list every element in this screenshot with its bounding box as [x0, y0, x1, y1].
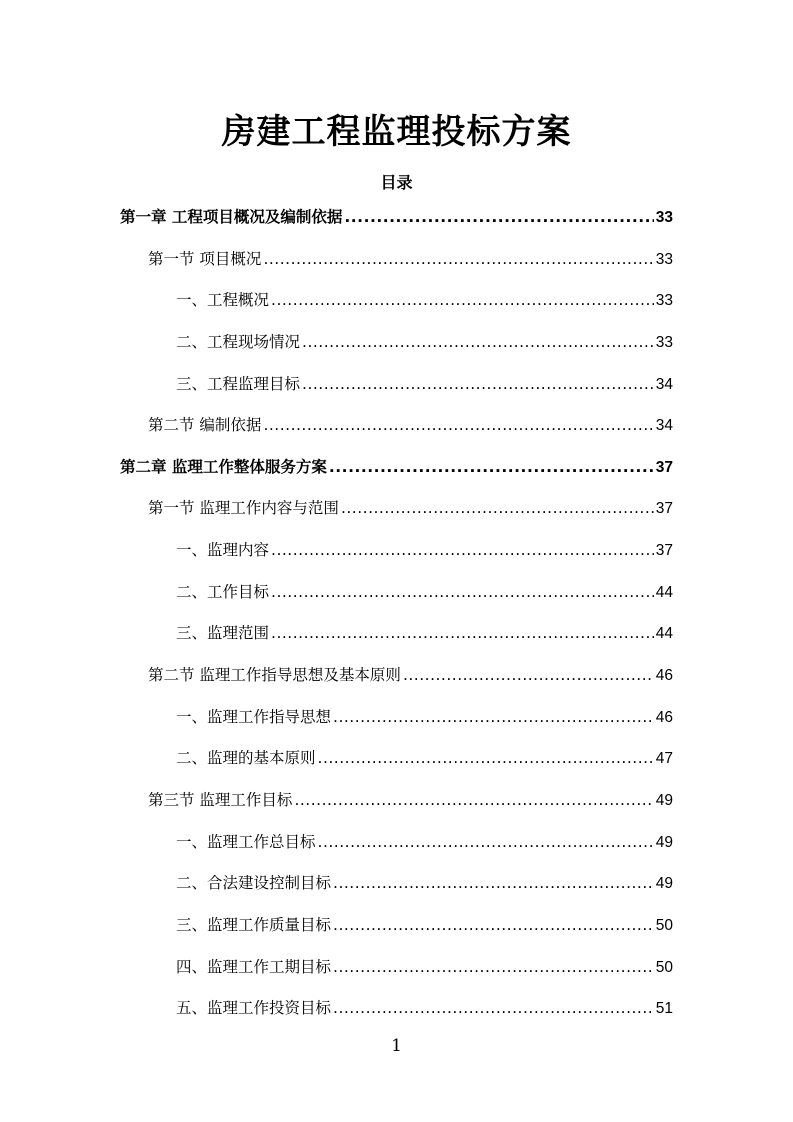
toc-entry[interactable] — [0, 197, 673, 239]
toc-entry[interactable] — [0, 530, 673, 572]
toc-entry-page: 44 — [655, 625, 673, 643]
toc-entry[interactable] — [0, 947, 673, 989]
toc-entry-page: 37 — [655, 458, 673, 476]
toc-entry[interactable] — [0, 697, 673, 739]
leader-dots — [333, 863, 654, 905]
toc-entry-label: 一、监理内容 — [176, 541, 270, 560]
toc-entry-label: 第三节 监理工作目标 — [148, 790, 293, 809]
toc-entry[interactable] — [0, 488, 673, 530]
leader-dots — [294, 780, 653, 822]
table-of-contents — [0, 197, 793, 1030]
toc-entry-label: 第一节 监理工作内容与范围 — [148, 499, 339, 518]
leader-dots — [271, 280, 654, 322]
toc-entry-label: 第一章 工程项目概况及编制依据 — [120, 208, 343, 226]
toc-entry[interactable] — [0, 239, 673, 281]
toc-entry-label: 三、工程监理目标 — [176, 374, 301, 393]
toc-entry-page: 37 — [655, 500, 673, 518]
leader-dots — [271, 530, 654, 572]
page-number: 1 — [391, 1036, 402, 1056]
toc-entry-page: 46 — [655, 708, 673, 726]
toc-entry[interactable] — [0, 988, 673, 1030]
toc-entry[interactable] — [0, 613, 673, 655]
toc-entry-label: 第二节 监理工作指导思想及基本原则 — [148, 666, 401, 685]
leader-dots — [333, 947, 654, 989]
leader-dots — [333, 988, 654, 1030]
leader-dots — [302, 322, 654, 364]
toc-entry-label: 二、监理的基本原则 — [176, 749, 316, 768]
leader-dots — [344, 197, 653, 239]
toc-entry-page: 50 — [655, 916, 673, 934]
toc-entry-page: 37 — [655, 542, 673, 560]
toc-entry-label: 二、工作目标 — [176, 582, 270, 601]
toc-entry-label: 二、工程现场情况 — [176, 332, 301, 351]
document-title: 房建工程监理投标方案 — [221, 112, 572, 152]
toc-entry-label: 一、监理工作指导思想 — [176, 707, 332, 726]
toc-entry[interactable] — [0, 447, 673, 489]
toc-entry-label: 一、工程概况 — [176, 291, 270, 310]
toc-entry-page: 33 — [655, 292, 673, 310]
toc-entry[interactable] — [0, 322, 673, 364]
toc-entry-page: 51 — [655, 1000, 673, 1018]
toc-entry-page: 49 — [655, 833, 673, 851]
toc-heading: 目录 — [380, 173, 413, 192]
toc-entry-label: 四、监理工作工期目标 — [176, 957, 332, 976]
toc-entry-page: 34 — [655, 417, 673, 435]
toc-entry[interactable] — [0, 405, 673, 447]
toc-entry[interactable] — [0, 655, 673, 697]
leader-dots — [341, 488, 654, 530]
toc-entry[interactable] — [0, 280, 673, 322]
toc-entry[interactable] — [0, 905, 673, 947]
toc-entry-label: 三、监理工作质量目标 — [176, 915, 332, 934]
leader-dots — [329, 447, 654, 489]
leader-dots — [271, 572, 654, 614]
toc-entry-page: 50 — [655, 958, 673, 976]
leader-dots — [403, 655, 654, 697]
toc-entry-page: 49 — [655, 875, 673, 893]
toc-entry[interactable] — [0, 863, 673, 905]
toc-entry[interactable] — [0, 822, 673, 864]
leader-dots — [333, 905, 654, 947]
leader-dots — [318, 738, 654, 780]
toc-entry-label: 三、监理范围 — [176, 624, 270, 643]
toc-entry-label: 第一节 项目概况 — [148, 249, 262, 268]
toc-entry-page: 33 — [655, 250, 673, 268]
leader-dots — [302, 364, 654, 406]
leader-dots — [333, 697, 654, 739]
toc-entry[interactable] — [0, 364, 673, 406]
toc-entry-page: 46 — [655, 667, 673, 685]
toc-entry[interactable] — [0, 780, 673, 822]
toc-entry-label: 第二节 编制依据 — [148, 416, 262, 435]
leader-dots — [318, 822, 654, 864]
toc-entry-label: 一、监理工作总目标 — [176, 832, 316, 851]
leader-dots — [263, 405, 653, 447]
toc-entry-page: 47 — [655, 750, 673, 768]
toc-entry[interactable] — [0, 572, 673, 614]
leader-dots — [263, 239, 653, 281]
toc-entry-page: 49 — [655, 791, 673, 809]
toc-entry-label: 第二章 监理工作整体服务方案 — [120, 457, 327, 476]
toc-entry-page: 44 — [655, 583, 673, 601]
leader-dots — [271, 613, 654, 655]
toc-entry-page: 33 — [655, 333, 673, 351]
toc-entry-page: 34 — [655, 375, 673, 393]
toc-entry-label: 五、监理工作投资目标 — [176, 999, 332, 1018]
toc-entry-label: 二、合法建设控制目标 — [176, 874, 332, 893]
toc-entry-page: 33 — [655, 209, 673, 226]
toc-entry[interactable] — [0, 738, 673, 780]
